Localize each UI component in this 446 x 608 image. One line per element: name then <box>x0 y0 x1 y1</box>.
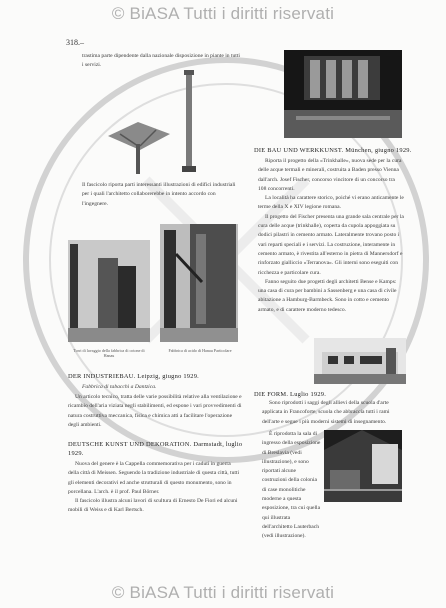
trinkhalle-interior-photo <box>284 50 402 138</box>
caption-washing-tower: Torri di lavaggio della fabbrica di cotone di Hanau <box>73 348 145 358</box>
acid-factory-photo <box>160 224 238 342</box>
form-body-2: È riprodotta la sala di ingresso della esposizione di Breslavia (vedi illustrazione), e sono riportati alcune costruzioni della colonia di case monolitiche moderne a questa esposizione, tra cui quella qui illustrata dell'architetto Lauterbach (vedi illustrazione). <box>262 431 321 540</box>
washing-tower-photo <box>68 240 150 342</box>
industriebau-heading: DER INDUSTRIEBAU. Leipzig, giugno 1929. <box>68 373 199 380</box>
watermark-bottom: © BiASA Tutti i diritti riservati <box>111 583 335 602</box>
exhibition-hall-photo <box>324 430 402 502</box>
caption-acid-factory: Fabbrica di acido di Hanau Particolare <box>168 348 232 353</box>
intro-paragraph: trastima parte dipendente dalla nazionale disposizione in piante in tutti i servizi. <box>82 53 240 69</box>
fascicolo-paragraph: Il fascicolo riporta parti interessanti illustrazioni di edifici industriali per i quali l'architetto collaborerebbe in intento accordo con l'ingegnere. <box>82 182 236 207</box>
form-heading: DIE FORM. Luglio 1929. <box>254 391 327 398</box>
form-body-1: Sono riprodotti i saggi degli allievi della scuola d'arte applicata in Francoforte, scuola che abbraccia tutti i rami dell'arte e segue i più moderni sistemi di insegnamento. <box>262 400 390 425</box>
kunst-heading: DEUTSCHE KUNST UND DEKORATION. Darmstadt, luglio 1929. <box>68 441 243 457</box>
werkkunst-body: Riporta il progetto della «Trinkhalle», nuova sede per la cura delle acque termali e minerali, costruita a Baden presso Vienna dall'arch. Josef Fischer, concorso vincitore di un concorso tra 108 concorrenti. La località ha carattere storico, poiché vi erano anticamente le terme della X e XIV legione romana. Il progetto del Fischer presenta una grande sala centrale per la cura delle acque (trinkhalle), coperta da cupola appoggiata su dodici pilastri in cemento armato. Lateralmente trovano posto i vari reparti speciali e i servizi. La costruzione, interamente in cemento armato, è rivestita all'esterno in pietra di Mannersdorf e rinforzato gialliccio «Terranova». Gli interni sono eseguiti con ricchezza e particolare cura. Fanno seguito due progetti degli architetti Bense e Kamps: una casa di cura per bambini a Sassenberg e una casa di civile abitazione a Hamburg-Barmbeck. Sono in cotto e cemento armato, e di carattere moderno tedesco. <box>258 158 404 313</box>
kunst-body: Nuova del genere è la Cappella commemorativa per i caduti in guerra della città di Meissen. Seguendo la tradizione industriale di questa città, tutti gli elementi decorativi ed anche strutturali di questo monumento, sono in porcellana. L'arch. è il prof. Paul Börner. Il fascicolo illustra alcuni lavori di scultura di Ernesto De Fiori ed alcuni mobili di Weiss e di Karl Bertsch. <box>68 461 240 514</box>
page-number: 318.– <box>66 38 84 47</box>
industriebau-subtitle: Fabbrica di tabacchi a Dantzica. <box>82 384 157 390</box>
tower-sketch-image <box>100 68 218 178</box>
industriebau-body: Un articolo tecnico, tratta delle varie possibilità relative alla ventilazione e ricambio dell'aria viziata negli stabilimenti, ed espone i vari provvedimenti di natura costruttiva meccanica, fisica e chimica atti a facilitare l'operazione degli ambienti. <box>68 394 242 428</box>
werkkunst-heading: DIE BAU UND WERKKUNST. München, giugno 1929. <box>254 147 412 154</box>
monolithic-house-photo <box>314 338 406 384</box>
watermark-top: © BiASA Tutti i diritti riservati <box>111 4 335 23</box>
